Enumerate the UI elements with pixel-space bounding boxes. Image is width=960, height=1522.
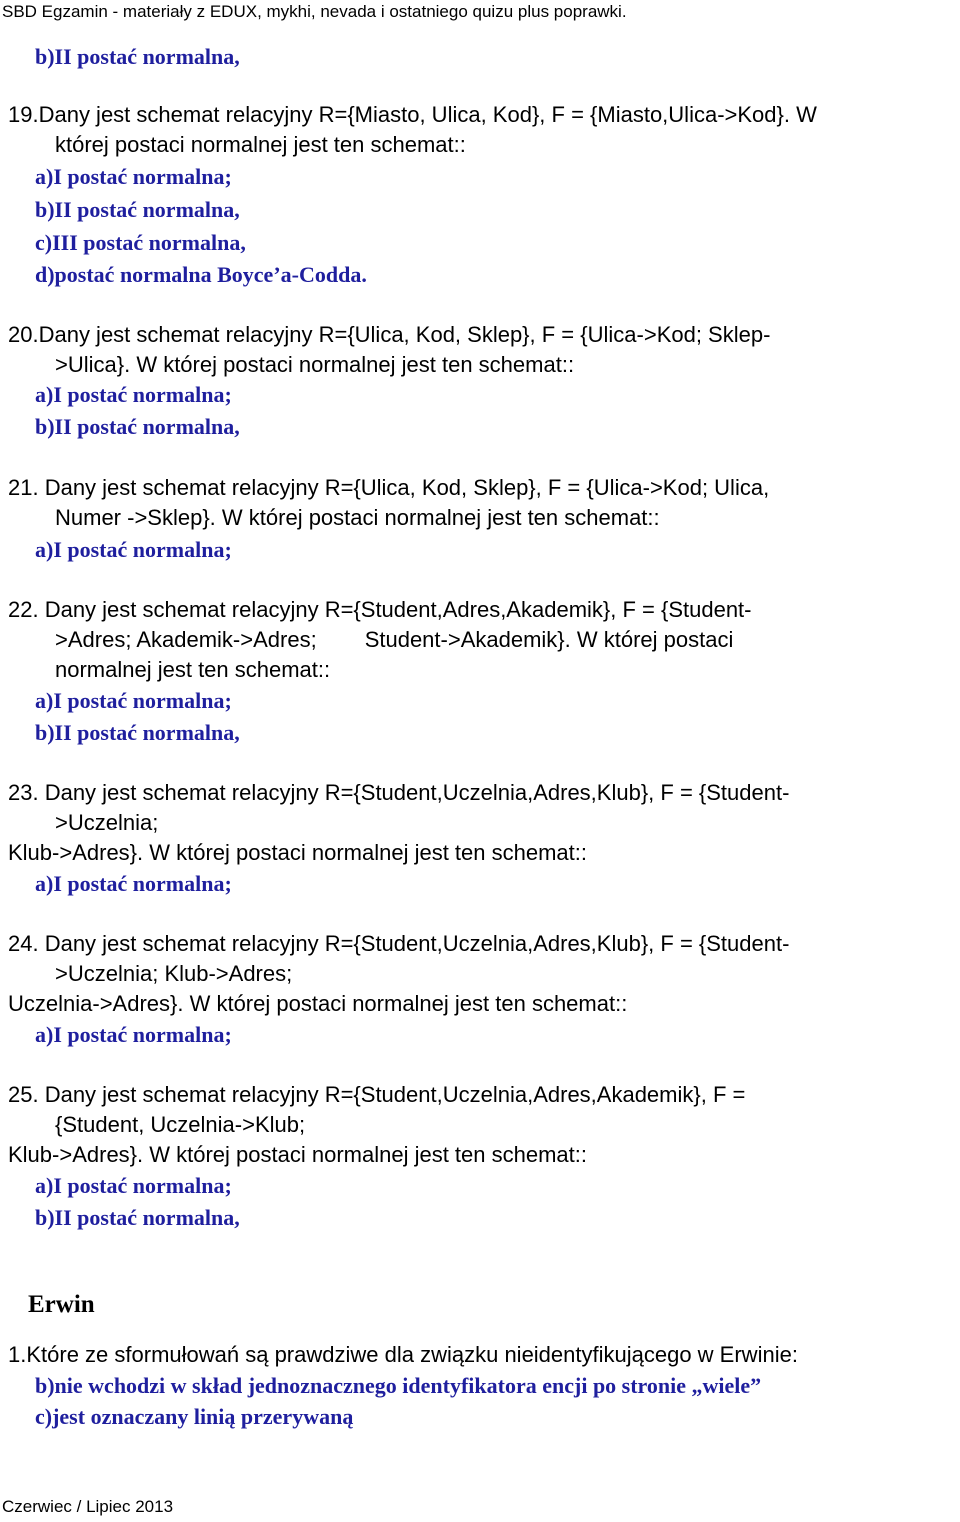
question-text-line: >Uczelnia; Klub->Adres;	[55, 961, 293, 986]
question-text-line: której postaci normalnej jest ten schemat::	[55, 132, 466, 157]
answer-a: a)I postać normalna;	[35, 537, 232, 562]
question-text-segment: Student->Akademik}. W której postaci	[364, 627, 734, 652]
answer-a: a)I postać normalna;	[35, 382, 232, 407]
question-text-line: 22. Dany jest schemat relacyjny R={Student,Adres,Akademik}, F = {Student-	[8, 597, 752, 622]
question-25	[8, 1080, 745, 1170]
question-text-line: 24. Dany jest schemat relacyjny R={Student,Uczelnia,Adres,Klub}, F = {Student-	[8, 931, 790, 956]
question-19	[8, 100, 817, 160]
question-text-line: Numer ->Sklep}. W której postaci normalnej jest ten schemat::	[55, 505, 660, 530]
answer-a: a)I postać normalna;	[35, 688, 232, 713]
section-heading: Erwin	[28, 1291, 95, 1318]
question-text-line: Klub->Adres}. W której postaci normalnej jest ten schemat::	[8, 1142, 587, 1167]
question-text-line: 20.Dany jest schemat relacyjny R={Ulica, Kod, Sklep}, F = {Ulica->Kod; Sklep-	[8, 322, 771, 347]
answer-b: b)II postać normalna,	[35, 197, 240, 222]
erwin-question-1	[8, 1340, 798, 1370]
question-20	[8, 320, 770, 380]
answer-a: a)I postać normalna;	[35, 164, 232, 189]
answer-d: d)postać normalna Boyce’a-Codda.	[35, 262, 367, 287]
question-text-line: Klub->Adres}. W której postaci normalnej jest ten schemat::	[8, 840, 587, 865]
answer-b: b)II postać normalna,	[35, 720, 240, 745]
answer-b: b)II postać normalna,	[35, 414, 240, 439]
question-text-line: 25. Dany jest schemat relacyjny R={Student,Uczelnia,Adres,Akademik}, F =	[8, 1082, 746, 1107]
question-text-line: >Ulica}. W której postaci normalnej jest ten schemat::	[55, 352, 575, 377]
question-24	[8, 929, 789, 1019]
page-header: SBD Egzamin - materiały z EDUX, mykhi, nevada i ostatniego quizu plus poprawki.	[2, 2, 627, 21]
question-text-line: >Uczelnia;	[55, 810, 159, 835]
question-text-line: 1.Które ze sformułowań są prawdziwe dla związku nieidentyfikującego w Erwinie:	[8, 1342, 798, 1367]
question-text-line: 23. Dany jest schemat relacyjny R={Student,Uczelnia,Adres,Klub}, F = {Student-	[8, 780, 790, 805]
answer-a: a)I postać normalna;	[35, 871, 232, 896]
answer-c: c)III postać normalna,	[35, 230, 246, 255]
question-text-line: {Student, Uczelnia->Klub;	[55, 1112, 306, 1137]
question-text-line: Uczelnia->Adres}. W której postaci normalnej jest ten schemat::	[8, 991, 628, 1016]
answer-a: a)I postać normalna;	[35, 1173, 232, 1198]
question-21	[8, 473, 769, 533]
question-text-segment: >Adres; Akademik->Adres;	[55, 627, 317, 652]
question-text-line: 21. Dany jest schemat relacyjny R={Ulica, Kod, Sklep}, F = {Ulica->Kod; Ulica,	[8, 475, 770, 500]
question-23	[8, 778, 789, 868]
question-22	[8, 595, 752, 685]
question-text-line: normalnej jest ten schemat::	[55, 657, 331, 682]
answer-b: b)nie wchodzi w skład jednoznacznego identyfikatora encji po stronie „wiele”	[35, 1373, 762, 1398]
answer-b: b)II postać normalna,	[35, 1205, 240, 1230]
answer-b: b)II postać normalna,	[35, 44, 240, 69]
page-footer: Czerwiec / Lipiec 2013	[2, 1497, 174, 1516]
answer-a: a)I postać normalna;	[35, 1022, 232, 1047]
answer-c: c)jest oznaczany linią przerywaną	[35, 1404, 354, 1429]
question-text-line: 19.Dany jest schemat relacyjny R={Miasto, Ulica, Kod}, F = {Miasto,Ulica->Kod}. W	[8, 102, 817, 127]
